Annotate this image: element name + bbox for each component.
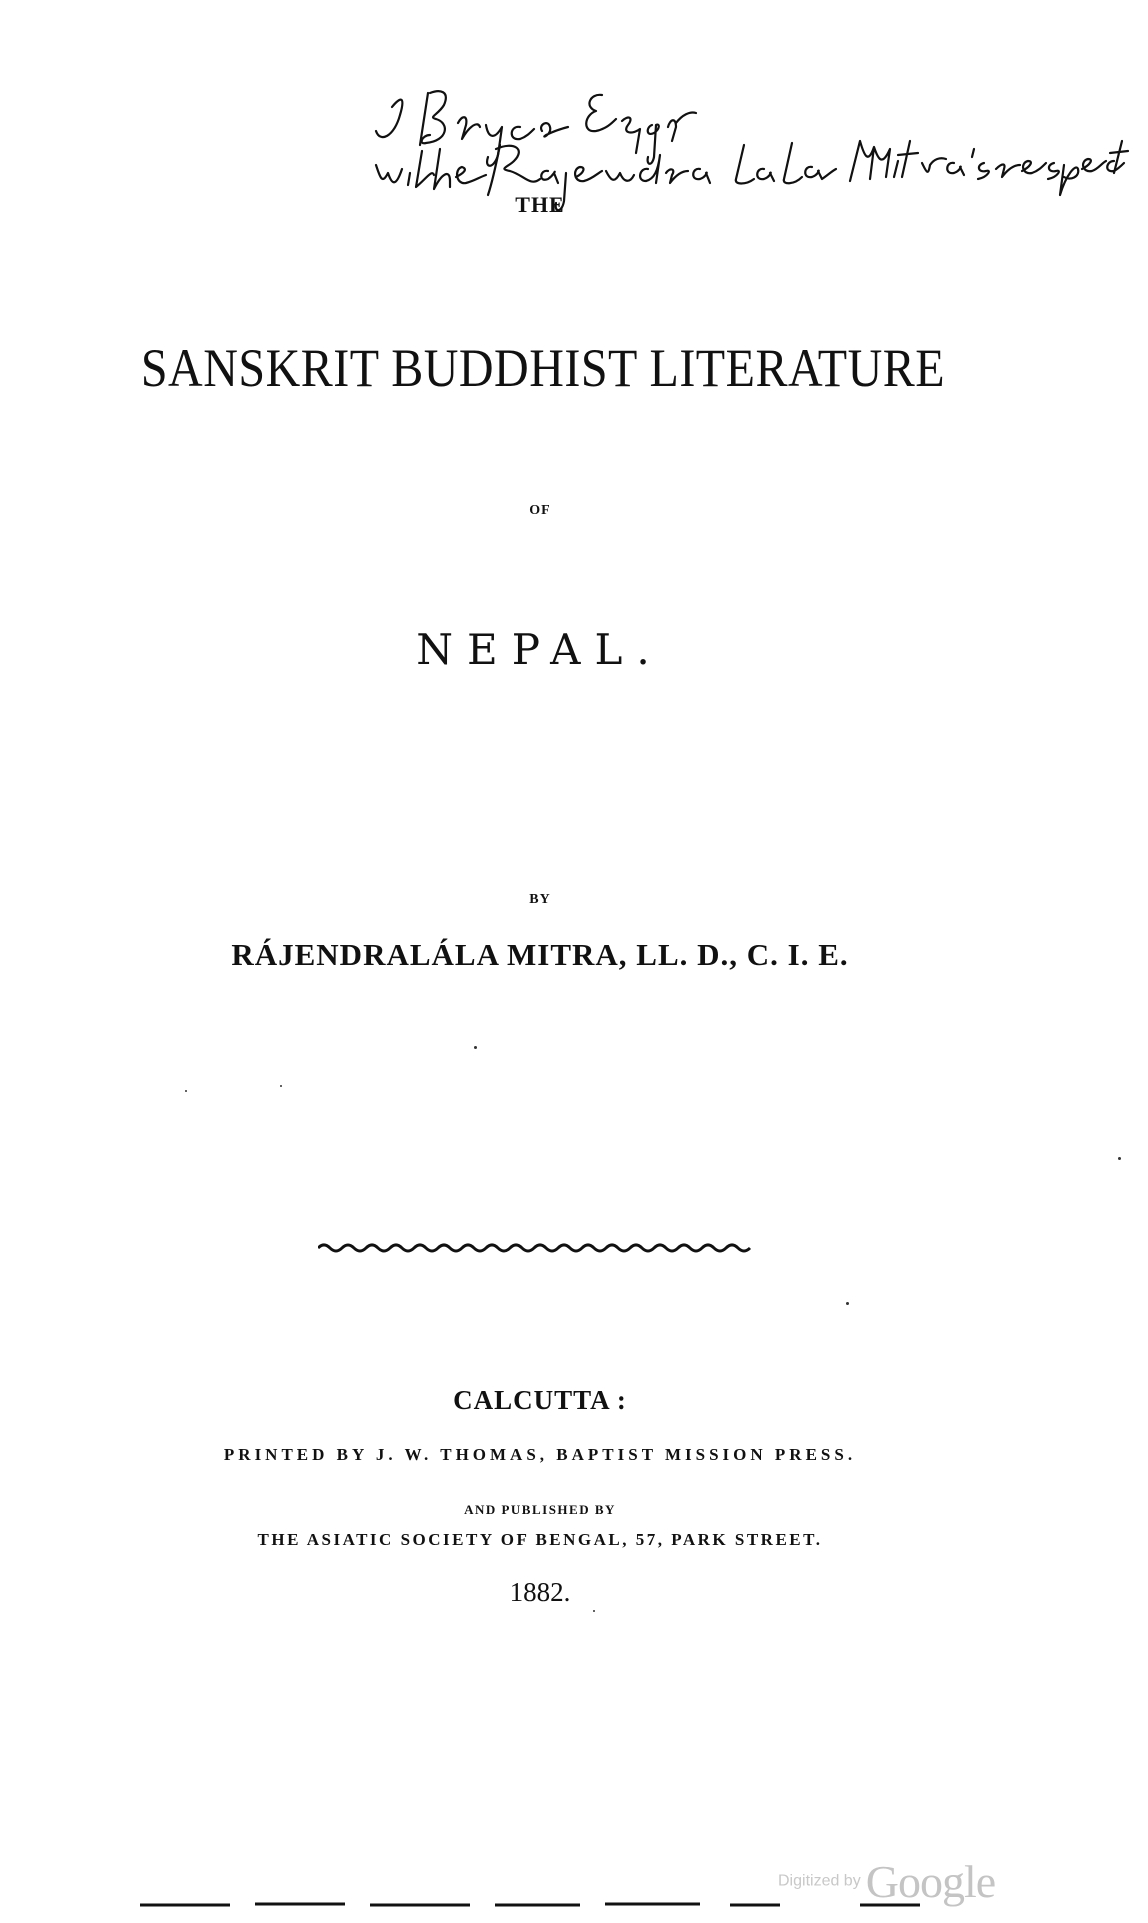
main-title: SANSKRIT BUDDHIST LITERATURE bbox=[140, 339, 946, 399]
title-of: OF bbox=[529, 503, 551, 518]
google-logo: Google bbox=[865, 1856, 996, 1907]
paper-speck bbox=[280, 1085, 282, 1087]
imprint-year: 1882. bbox=[509, 1577, 571, 1607]
wavy-rule-ornament bbox=[318, 1238, 758, 1258]
paper-speck bbox=[593, 1610, 595, 1612]
bottom-edge-rule bbox=[140, 1900, 960, 1910]
imprint-city: CALCUTTA : bbox=[453, 1385, 627, 1415]
imprint-society: THE ASIATIC SOCIETY OF BENGAL, 57, PARK STREET. bbox=[257, 1530, 823, 1549]
paper-speck bbox=[474, 1046, 477, 1049]
author-line: RÁJENDRALÁLA MITRA, LL. D., C. I. E. bbox=[231, 937, 849, 972]
paper-speck bbox=[846, 1302, 849, 1305]
paper-speck bbox=[1118, 1157, 1121, 1160]
imprint-printer: PRINTED BY J. W. THOMAS, BAPTIST MISSION PRESS. bbox=[223, 1445, 857, 1464]
imprint-published-by: AND PUBLISHED BY bbox=[464, 1502, 616, 1517]
title-by: BY bbox=[529, 892, 551, 907]
title-place: NEPAL. bbox=[416, 625, 664, 674]
title-the: THE bbox=[515, 192, 565, 217]
digitized-by-text: Digitized by bbox=[778, 1872, 861, 1890]
paper-speck bbox=[185, 1090, 187, 1092]
